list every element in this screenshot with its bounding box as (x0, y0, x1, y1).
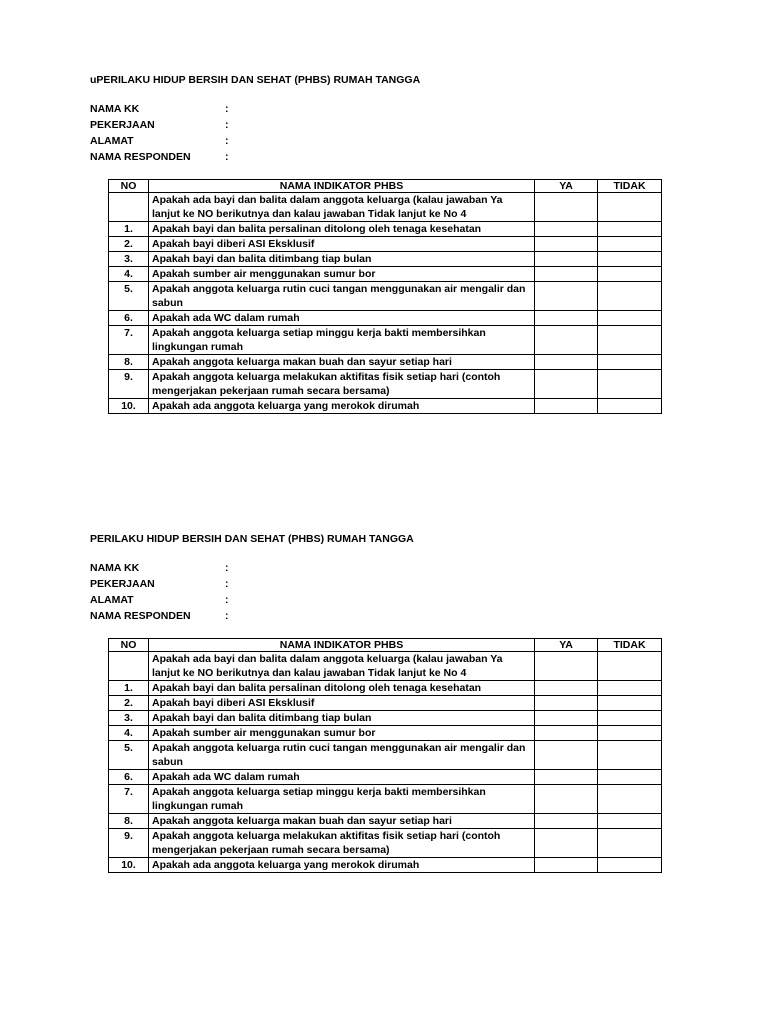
field-separator: : (225, 119, 229, 131)
table-row (109, 222, 662, 237)
answer-tidak-cell[interactable] (598, 311, 662, 326)
form-title: PERILAKU HIDUP BERSIH DAN SEHAT (PHBS) RUMAH TANGGA (90, 533, 414, 545)
row-number: 5. (109, 741, 149, 770)
answer-ya-cell[interactable] (535, 326, 598, 355)
row-number: 2. (109, 696, 149, 711)
table-body (109, 652, 662, 873)
table-row (109, 726, 662, 741)
row-number: 3. (109, 252, 149, 267)
answer-ya-cell[interactable] (535, 267, 598, 282)
table-row (109, 237, 662, 252)
answer-ya-cell[interactable] (535, 652, 598, 681)
indicator-text: Apakah anggota keluarga rutin cuci tangan menggunakan air mengalir dan sabun (149, 741, 535, 770)
answer-ya-cell[interactable] (535, 370, 598, 399)
field-separator: : (225, 562, 229, 574)
row-number (109, 193, 149, 222)
row-number: 3. (109, 711, 149, 726)
row-number: 10. (109, 858, 149, 873)
table-row (109, 785, 662, 814)
answer-tidak-cell[interactable] (598, 252, 662, 267)
table-row (109, 858, 662, 873)
answer-tidak-cell[interactable] (598, 785, 662, 814)
table-row (109, 370, 662, 399)
row-number: 2. (109, 237, 149, 252)
answer-tidak-cell[interactable] (598, 681, 662, 696)
answer-tidak-cell[interactable] (598, 858, 662, 873)
answer-tidak-cell[interactable] (598, 652, 662, 681)
indicator-text: Apakah bayi dan balita ditimbang tiap bulan (149, 252, 535, 267)
answer-ya-cell[interactable] (535, 252, 598, 267)
field-pekerjaan (90, 117, 660, 133)
field-label: PEKERJAAN (90, 119, 155, 131)
answer-tidak-cell[interactable] (598, 741, 662, 770)
row-number: 10. (109, 399, 149, 414)
answer-ya-cell[interactable] (535, 814, 598, 829)
row-number: 1. (109, 681, 149, 696)
indicator-text: Apakah anggota keluarga melakukan aktifitas fisik setiap hari (contoh mengerjakan pekerjaan rumah secara bersama) (149, 829, 535, 858)
table-row (109, 681, 662, 696)
form-title: uPERILAKU HIDUP BERSIH DAN SEHAT (PHBS) RUMAH TANGGA (90, 74, 421, 86)
answer-tidak-cell[interactable] (598, 726, 662, 741)
answer-ya-cell[interactable] (535, 711, 598, 726)
answer-ya-cell[interactable] (535, 741, 598, 770)
field-label: ALAMAT (90, 135, 134, 147)
table-row (109, 741, 662, 770)
answer-tidak-cell[interactable] (598, 696, 662, 711)
answer-ya-cell[interactable] (535, 770, 598, 785)
field-separator: : (225, 135, 229, 147)
field-alamat (90, 592, 660, 608)
field-nama-kk (90, 560, 660, 576)
phbs-form-1 (90, 74, 660, 414)
header-indikator: NAMA INDIKATOR PHBS (149, 180, 535, 193)
field-nama-responden (90, 149, 660, 165)
indicator-text: Apakah anggota keluarga setiap minggu kerja bakti membersihkan lingkungan rumah (149, 785, 535, 814)
header-no: NO (109, 180, 149, 193)
answer-ya-cell[interactable] (535, 237, 598, 252)
field-nama-kk (90, 101, 660, 117)
row-number: 5. (109, 282, 149, 311)
header-ya: YA (535, 180, 598, 193)
row-number: 8. (109, 814, 149, 829)
answer-tidak-cell[interactable] (598, 711, 662, 726)
answer-ya-cell[interactable] (535, 696, 598, 711)
field-label: NAMA KK (90, 562, 140, 574)
indicator-text: Apakah anggota keluarga rutin cuci tangan menggunakan air mengalir dan sabun (149, 282, 535, 311)
table-row (109, 193, 662, 222)
field-separator: : (225, 151, 229, 163)
row-number: 7. (109, 326, 149, 355)
header-no: NO (109, 639, 149, 652)
answer-tidak-cell[interactable] (598, 326, 662, 355)
answer-ya-cell[interactable] (535, 222, 598, 237)
answer-ya-cell[interactable] (535, 355, 598, 370)
indicator-table (108, 179, 662, 414)
row-number: 7. (109, 785, 149, 814)
answer-ya-cell[interactable] (535, 829, 598, 858)
indicator-text: Apakah ada WC dalam rumah (149, 311, 535, 326)
answer-ya-cell[interactable] (535, 193, 598, 222)
row-number: 4. (109, 267, 149, 282)
indicator-table (108, 638, 662, 873)
field-label: NAMA RESPONDEN (90, 610, 191, 622)
table-row (109, 711, 662, 726)
phbs-form-2 (90, 533, 660, 873)
indicator-text: Apakah ada WC dalam rumah (149, 770, 535, 785)
table-row (109, 326, 662, 355)
row-number: 4. (109, 726, 149, 741)
table-row (109, 399, 662, 414)
table-row (109, 355, 662, 370)
field-label: NAMA RESPONDEN (90, 151, 191, 163)
answer-ya-cell[interactable] (535, 282, 598, 311)
table-row (109, 652, 662, 681)
indicator-text: Apakah ada bayi dan balita dalam anggota keluarga (kalau jawaban Ya lanjut ke NO berikutnya dan kalau jawaban Tidak lanjut ke No 4 (149, 193, 535, 222)
row-number: 9. (109, 370, 149, 399)
answer-tidak-cell[interactable] (598, 355, 662, 370)
field-separator: : (225, 103, 229, 115)
row-number: 6. (109, 311, 149, 326)
respondent-fields (90, 101, 660, 165)
indicator-text: Apakah anggota keluarga setiap minggu kerja bakti membersihkan lingkungan rumah (149, 326, 535, 355)
field-pekerjaan (90, 576, 660, 592)
table-row (109, 311, 662, 326)
indicator-text: Apakah ada anggota keluarga yang merokok dirumah (149, 858, 535, 873)
answer-tidak-cell[interactable] (598, 829, 662, 858)
answer-ya-cell[interactable] (535, 858, 598, 873)
indicator-text: Apakah bayi diberi ASI Eksklusif (149, 696, 535, 711)
table-row (109, 252, 662, 267)
indicator-text: Apakah sumber air menggunakan sumur bor (149, 267, 535, 282)
indicator-text: Apakah ada anggota keluarga yang merokok dirumah (149, 399, 535, 414)
row-number: 9. (109, 829, 149, 858)
respondent-fields (90, 560, 660, 624)
indicator-text: Apakah bayi dan balita persalinan ditolong oleh tenaga kesehatan (149, 681, 535, 696)
header-ya: YA (535, 639, 598, 652)
answer-ya-cell[interactable] (535, 726, 598, 741)
answer-tidak-cell[interactable] (598, 399, 662, 414)
answer-ya-cell[interactable] (535, 681, 598, 696)
answer-tidak-cell[interactable] (598, 237, 662, 252)
row-number: 1. (109, 222, 149, 237)
answer-tidak-cell[interactable] (598, 814, 662, 829)
field-separator: : (225, 610, 229, 622)
header-tidak: TIDAK (598, 180, 662, 193)
header-indikator: NAMA INDIKATOR PHBS (149, 639, 535, 652)
indicator-text: Apakah anggota keluarga makan buah dan sayur setiap hari (149, 355, 535, 370)
table-row (109, 696, 662, 711)
row-number (109, 652, 149, 681)
field-label: PEKERJAAN (90, 578, 155, 590)
row-number: 6. (109, 770, 149, 785)
table-row (109, 282, 662, 311)
indicator-text: Apakah bayi diberi ASI Eksklusif (149, 237, 535, 252)
answer-tidak-cell[interactable] (598, 370, 662, 399)
answer-tidak-cell[interactable] (598, 770, 662, 785)
indicator-text: Apakah bayi dan balita persalinan ditolong oleh tenaga kesehatan (149, 222, 535, 237)
answer-ya-cell[interactable] (535, 785, 598, 814)
table-row (109, 770, 662, 785)
answer-ya-cell[interactable] (535, 399, 598, 414)
answer-tidak-cell[interactable] (598, 193, 662, 222)
table-row (109, 829, 662, 858)
answer-ya-cell[interactable] (535, 311, 598, 326)
indicator-text: Apakah anggota keluarga makan buah dan sayur setiap hari (149, 814, 535, 829)
header-tidak: TIDAK (598, 639, 662, 652)
indicator-text: Apakah sumber air menggunakan sumur bor (149, 726, 535, 741)
indicator-text: Apakah bayi dan balita ditimbang tiap bulan (149, 711, 535, 726)
field-nama-responden (90, 608, 660, 624)
field-alamat (90, 133, 660, 149)
table-header-row (109, 180, 662, 193)
indicator-text: Apakah ada bayi dan balita dalam anggota keluarga (kalau jawaban Ya lanjut ke NO berikutnya dan kalau jawaban Tidak lanjut ke No 4 (149, 652, 535, 681)
answer-tidak-cell[interactable] (598, 222, 662, 237)
table-row (109, 267, 662, 282)
field-label: ALAMAT (90, 594, 134, 606)
table-body (109, 193, 662, 414)
indicator-text: Apakah anggota keluarga melakukan aktifitas fisik setiap hari (contoh mengerjakan pekerjaan rumah secara bersama) (149, 370, 535, 399)
answer-tidak-cell[interactable] (598, 267, 662, 282)
table-row (109, 814, 662, 829)
table-header-row (109, 639, 662, 652)
field-separator: : (225, 594, 229, 606)
field-separator: : (225, 578, 229, 590)
row-number: 8. (109, 355, 149, 370)
field-label: NAMA KK (90, 103, 140, 115)
answer-tidak-cell[interactable] (598, 282, 662, 311)
